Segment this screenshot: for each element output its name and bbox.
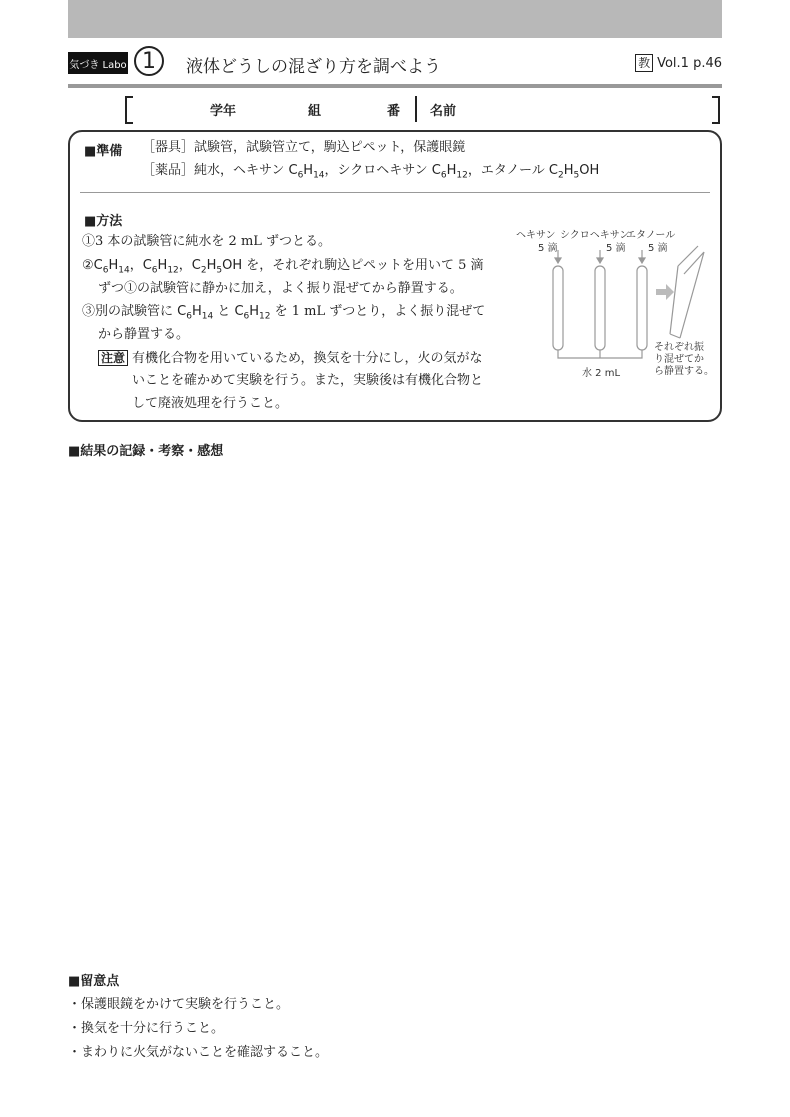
caution-line-2: いことを確かめて実験を行う。また，実験後は有機化合物と xyxy=(132,373,484,388)
method-step-3-cont: から静置する。 xyxy=(98,327,190,342)
method-heading: ■方法 xyxy=(84,214,123,229)
procedure-panel xyxy=(68,130,722,422)
name-separator xyxy=(415,96,417,122)
caution-line-3: して廃液処理を行うこと。 xyxy=(132,396,289,411)
fig-shake-2: り混ぜてか xyxy=(654,354,704,365)
textbook-mark: 教 xyxy=(635,54,653,72)
textbook-reference xyxy=(635,54,722,72)
grade-field[interactable]: 学年 xyxy=(210,104,237,119)
prep-heading: ■準備 xyxy=(84,144,123,159)
caution-line-1: 注意 有機化合物を用いているため，換気を十分にし，火の気がな xyxy=(98,348,483,369)
class-field[interactable]: 組 xyxy=(308,104,322,119)
bracket-right xyxy=(712,96,720,124)
lab-number: 1 xyxy=(134,46,164,76)
fig-drops-2: 5 滴 xyxy=(606,243,626,254)
point-item: ・保護眼鏡をかけて実験を行うこと。 xyxy=(68,997,290,1012)
point-item: ・まわりに火気がないことを確認すること。 xyxy=(68,1045,329,1060)
bracket-left xyxy=(125,96,133,124)
fig-label-ethanol: エタノール xyxy=(626,230,676,241)
point-item: ・換気を十分に行うこと。 xyxy=(68,1021,225,1036)
fig-water: 水 2 mL xyxy=(582,368,621,379)
method-step-2-cont: ずつ①の試験管に静かに加え，よく振り混ぜてから静置する。 xyxy=(98,281,463,296)
prep-tools: ［器具］試験管，試験管立て，駒込ピペット，保護眼鏡 xyxy=(142,140,466,155)
worksheet-header xyxy=(68,44,722,86)
fig-label-hexane: ヘキサン xyxy=(516,230,556,241)
student-info-bar xyxy=(125,96,720,122)
fig-label-cyclohexane: シクロヘキサン xyxy=(560,230,630,241)
caution-label: 注意 xyxy=(98,350,128,366)
lab-badge: 気づき Labo xyxy=(68,52,128,74)
section-divider xyxy=(80,192,710,193)
experiment-figure xyxy=(510,226,720,386)
page-title: 液体どうしの混ざり方を調べよう xyxy=(186,57,441,77)
fig-shake-3: ら静置する。 xyxy=(654,366,714,377)
points-heading: ■留意点 xyxy=(68,974,120,989)
method-step-1: ①3 本の試験管に純水を 2 mL ずつとる。 xyxy=(82,234,332,249)
fig-drops-3: 5 滴 xyxy=(648,243,668,254)
fig-drops-1: 5 滴 xyxy=(538,243,558,254)
top-banner xyxy=(68,0,722,38)
results-heading: ■結果の記録・考察・感想 xyxy=(68,444,224,459)
header-rule xyxy=(68,84,722,88)
name-field[interactable]: 名前 xyxy=(430,104,457,119)
method-step-3: ③別の試験管に $C_6H_{14}$ と $C_6H_{12}$ を 1 mL ずつとり，よく振り混ぜて xyxy=(82,304,486,322)
textbook-page: Vol.1 p.46 xyxy=(657,55,722,71)
number-field[interactable]: 番 xyxy=(387,104,401,119)
fig-shake-1: それぞれ振 xyxy=(654,342,704,353)
method-step-2: $②C_6H_{14}$，$C_6H_{12}$，$C_2H_5OH$ を，それぞれ駒込ピペットを用いて 5 滴 xyxy=(82,258,484,276)
prep-reagents: ［薬品］純水，ヘキサン $C_6H_{14}$，シクロヘキサン $C_6H_{12}$，エタノール $C_2H_5OH$ xyxy=(142,163,600,181)
